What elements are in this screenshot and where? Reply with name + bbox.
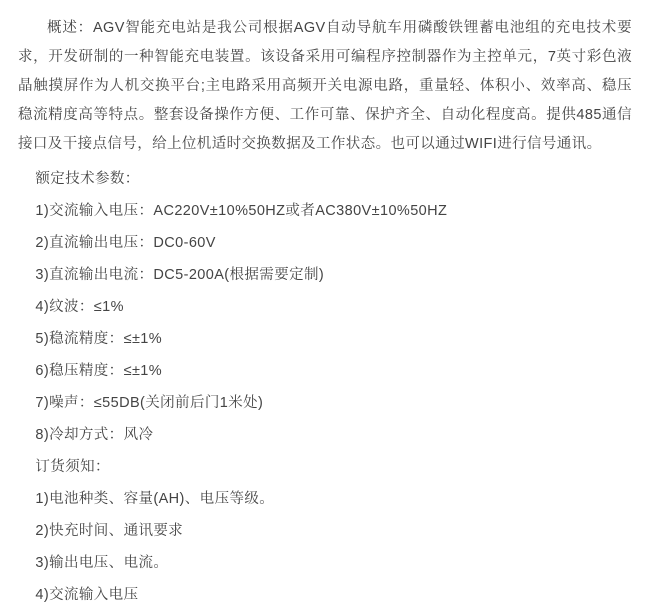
product-overview-paragraph: 概述：AGV智能充电站是我公司根据AGV自动导航车用磷酸铁锂蓄电池组的充电技术要求，开发研制的一种智能充电装置。该设备采用可编程序控制器作为主控单元，7英寸彩色液晶触摸屏作为人机交换平台;主电路采用高频开关电源电路，重量轻、体积小、效率高、稳压稳流精度高等特点。整套设备操作方便、工作可靠、保护齐全、自动化程度高。提供485通信接口及干接点信号，给上位机适时交换数据及工作状态。也可以通过WIFI进行信号通讯。 xyxy=(18,20,632,152)
spec-item: 2)直流输出电压：DC0-60V xyxy=(35,235,216,251)
spec-item: 8)冷却方式：风冷 xyxy=(35,427,154,443)
order-item: 3)输出电压、电流。 xyxy=(35,555,169,571)
order-notice-title: 订货须知： xyxy=(35,459,110,475)
spec-item: 3)直流输出电流：DC5-200A(根据需要定制) xyxy=(35,267,325,283)
order-item: 2)快充时间、通讯要求 xyxy=(35,523,184,539)
spec-item: 4)纹波：≤1% xyxy=(35,299,124,315)
spec-item: 5)稳流精度：≤±1% xyxy=(35,331,163,347)
order-item: 4)交流输入电压 xyxy=(35,587,139,603)
order-item: 1)电池种类、容量(AH)、电压等级。 xyxy=(35,491,275,507)
spec-item: 6)稳压精度：≤±1% xyxy=(35,363,163,379)
spec-item: 7)噪声：≤55DB(关闭前后门1米处) xyxy=(35,395,264,411)
spec-item: 1)交流输入电压：AC220V±10%50HZ或者AC380V±10%50HZ xyxy=(35,203,448,219)
specs-section-title: 额定技术参数： xyxy=(35,171,140,187)
